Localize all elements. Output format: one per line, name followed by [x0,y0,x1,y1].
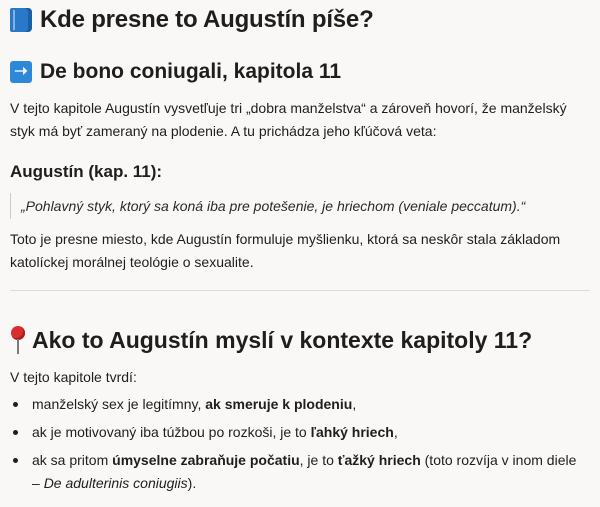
list-item: manželský sex je legitímny, ak smeruje k plodeniu, [10,393,580,416]
pushpin-icon [8,325,28,355]
source-heading [10,60,341,84]
main-heading-text: Kde presne to Augustín píše? [40,6,374,33]
quote-text: „Pohlavný styk, ktorý sa koná iba pre potešenie, je hriechom (veniale peccatum).“ [21,198,526,214]
list-item: ak je motivovaný iba túžbou po rozkoši, je to ľahký hriech, [10,421,580,444]
source-heading-text: De bono coniugali, kapitola 11 [40,60,342,83]
blockquote [10,193,585,219]
horizontal-divider [10,290,590,291]
main-heading [10,6,374,34]
location-paragraph: Toto je presne miesto, kde Augustín formuluje myšlienku, ktorá sa neskôr stala základom katolíckej morálnej teológie o sexualite. [10,231,561,270]
context-heading [8,325,532,355]
quote-heading: Augustín (kap. 11): [10,162,163,181]
intro-paragraph: V tejto kapitole Augustín vysvetľuje tri „dobra manželstva“ a zároveň hovorí, že manželský styk má byť zameraný na plodenie. A tu prichádza jeho kľúčová veta: [10,100,567,139]
list-item: ak sa pritom úmyselne zabraňuje počatiu, je to ťažký hriech (toto rozvíja v inom diele – De adulterinis coniugiis). [10,449,580,495]
bullet-list [10,393,580,500]
right-arrow-icon: ➝ [10,61,32,83]
context-intro: V tejto kapitole tvrdí: [10,369,137,385]
blue-book-icon [10,8,32,32]
context-heading-text: Ako to Augustín myslí v kontexte kapitoly 11? [32,326,533,353]
